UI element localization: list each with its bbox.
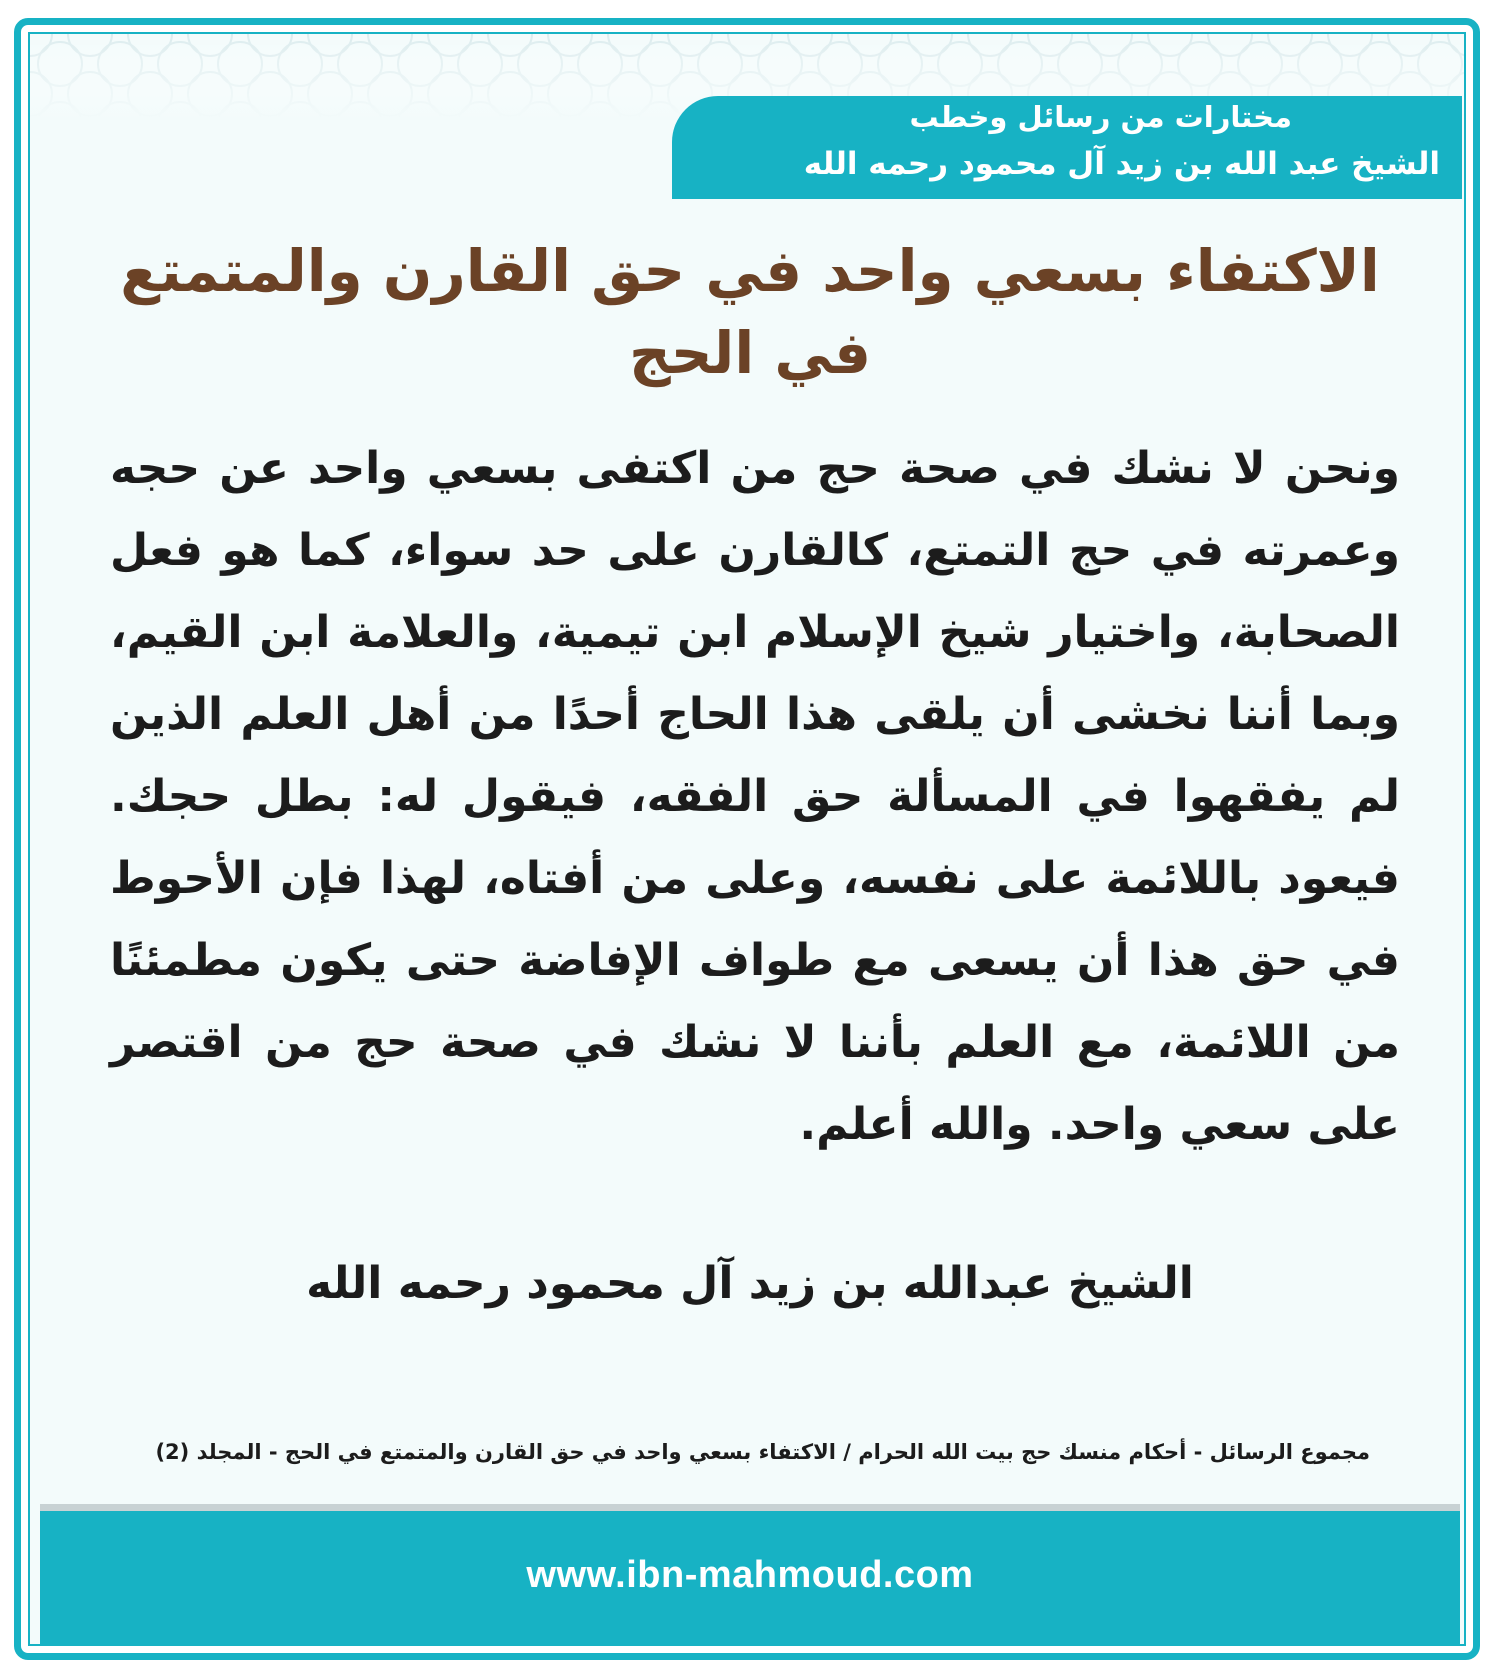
- header-series-title: مختارات من رسائل وخطب: [909, 100, 1292, 134]
- header-banner: [672, 96, 1462, 199]
- article-body: ونحن لا نشك في صحة حج من اكتفى بسعي واحد عن حجه وعمرته في حج التمتع، كالقارن على حد سواء، كما هو فعل الصحابة، واختيار شيخ الإسلام ابن تيمية، والعلامة ابن القيم، وبما أننا نخشى أن يلقى هذا الحاج أحدًا من أهل العلم الذين لم يفقهوا في المسألة حق الفقه، فيقول له: بطل حجك. فيعود باللائمة على نفسه، وعلى من أفتاه، لهذا فإن الأحوط في حق هذا أن يسعى مع طواف الإفاضة حتى يكون مطمئنًا من اللائمة، مع العلم بأننا لا نشك في صحة حج من اقتصر على سعي واحد. والله أعلم.: [110, 443, 1400, 1150]
- header-author-name: الشيخ عبد الله بن زيد آل محمود رحمه الله: [803, 146, 1440, 182]
- website-url[interactable]: www.ibn-mahmoud.com: [526, 1554, 974, 1596]
- source-citation: مجموع الرسائل - أحكام منسك حج بيت الله الحرام / الاكتفاء بسعي واحد في حق القارن والمتمتع في الحج - المجلد (2): [155, 1440, 1370, 1464]
- article-title: الاكتفاء بسعي واحد في حق القارن والمتمتع في الحج: [120, 237, 1380, 387]
- author-signature: الشيخ عبدالله بن زيد آل محمود رحمه الله: [306, 1258, 1194, 1309]
- footer-band: [40, 1504, 1460, 1646]
